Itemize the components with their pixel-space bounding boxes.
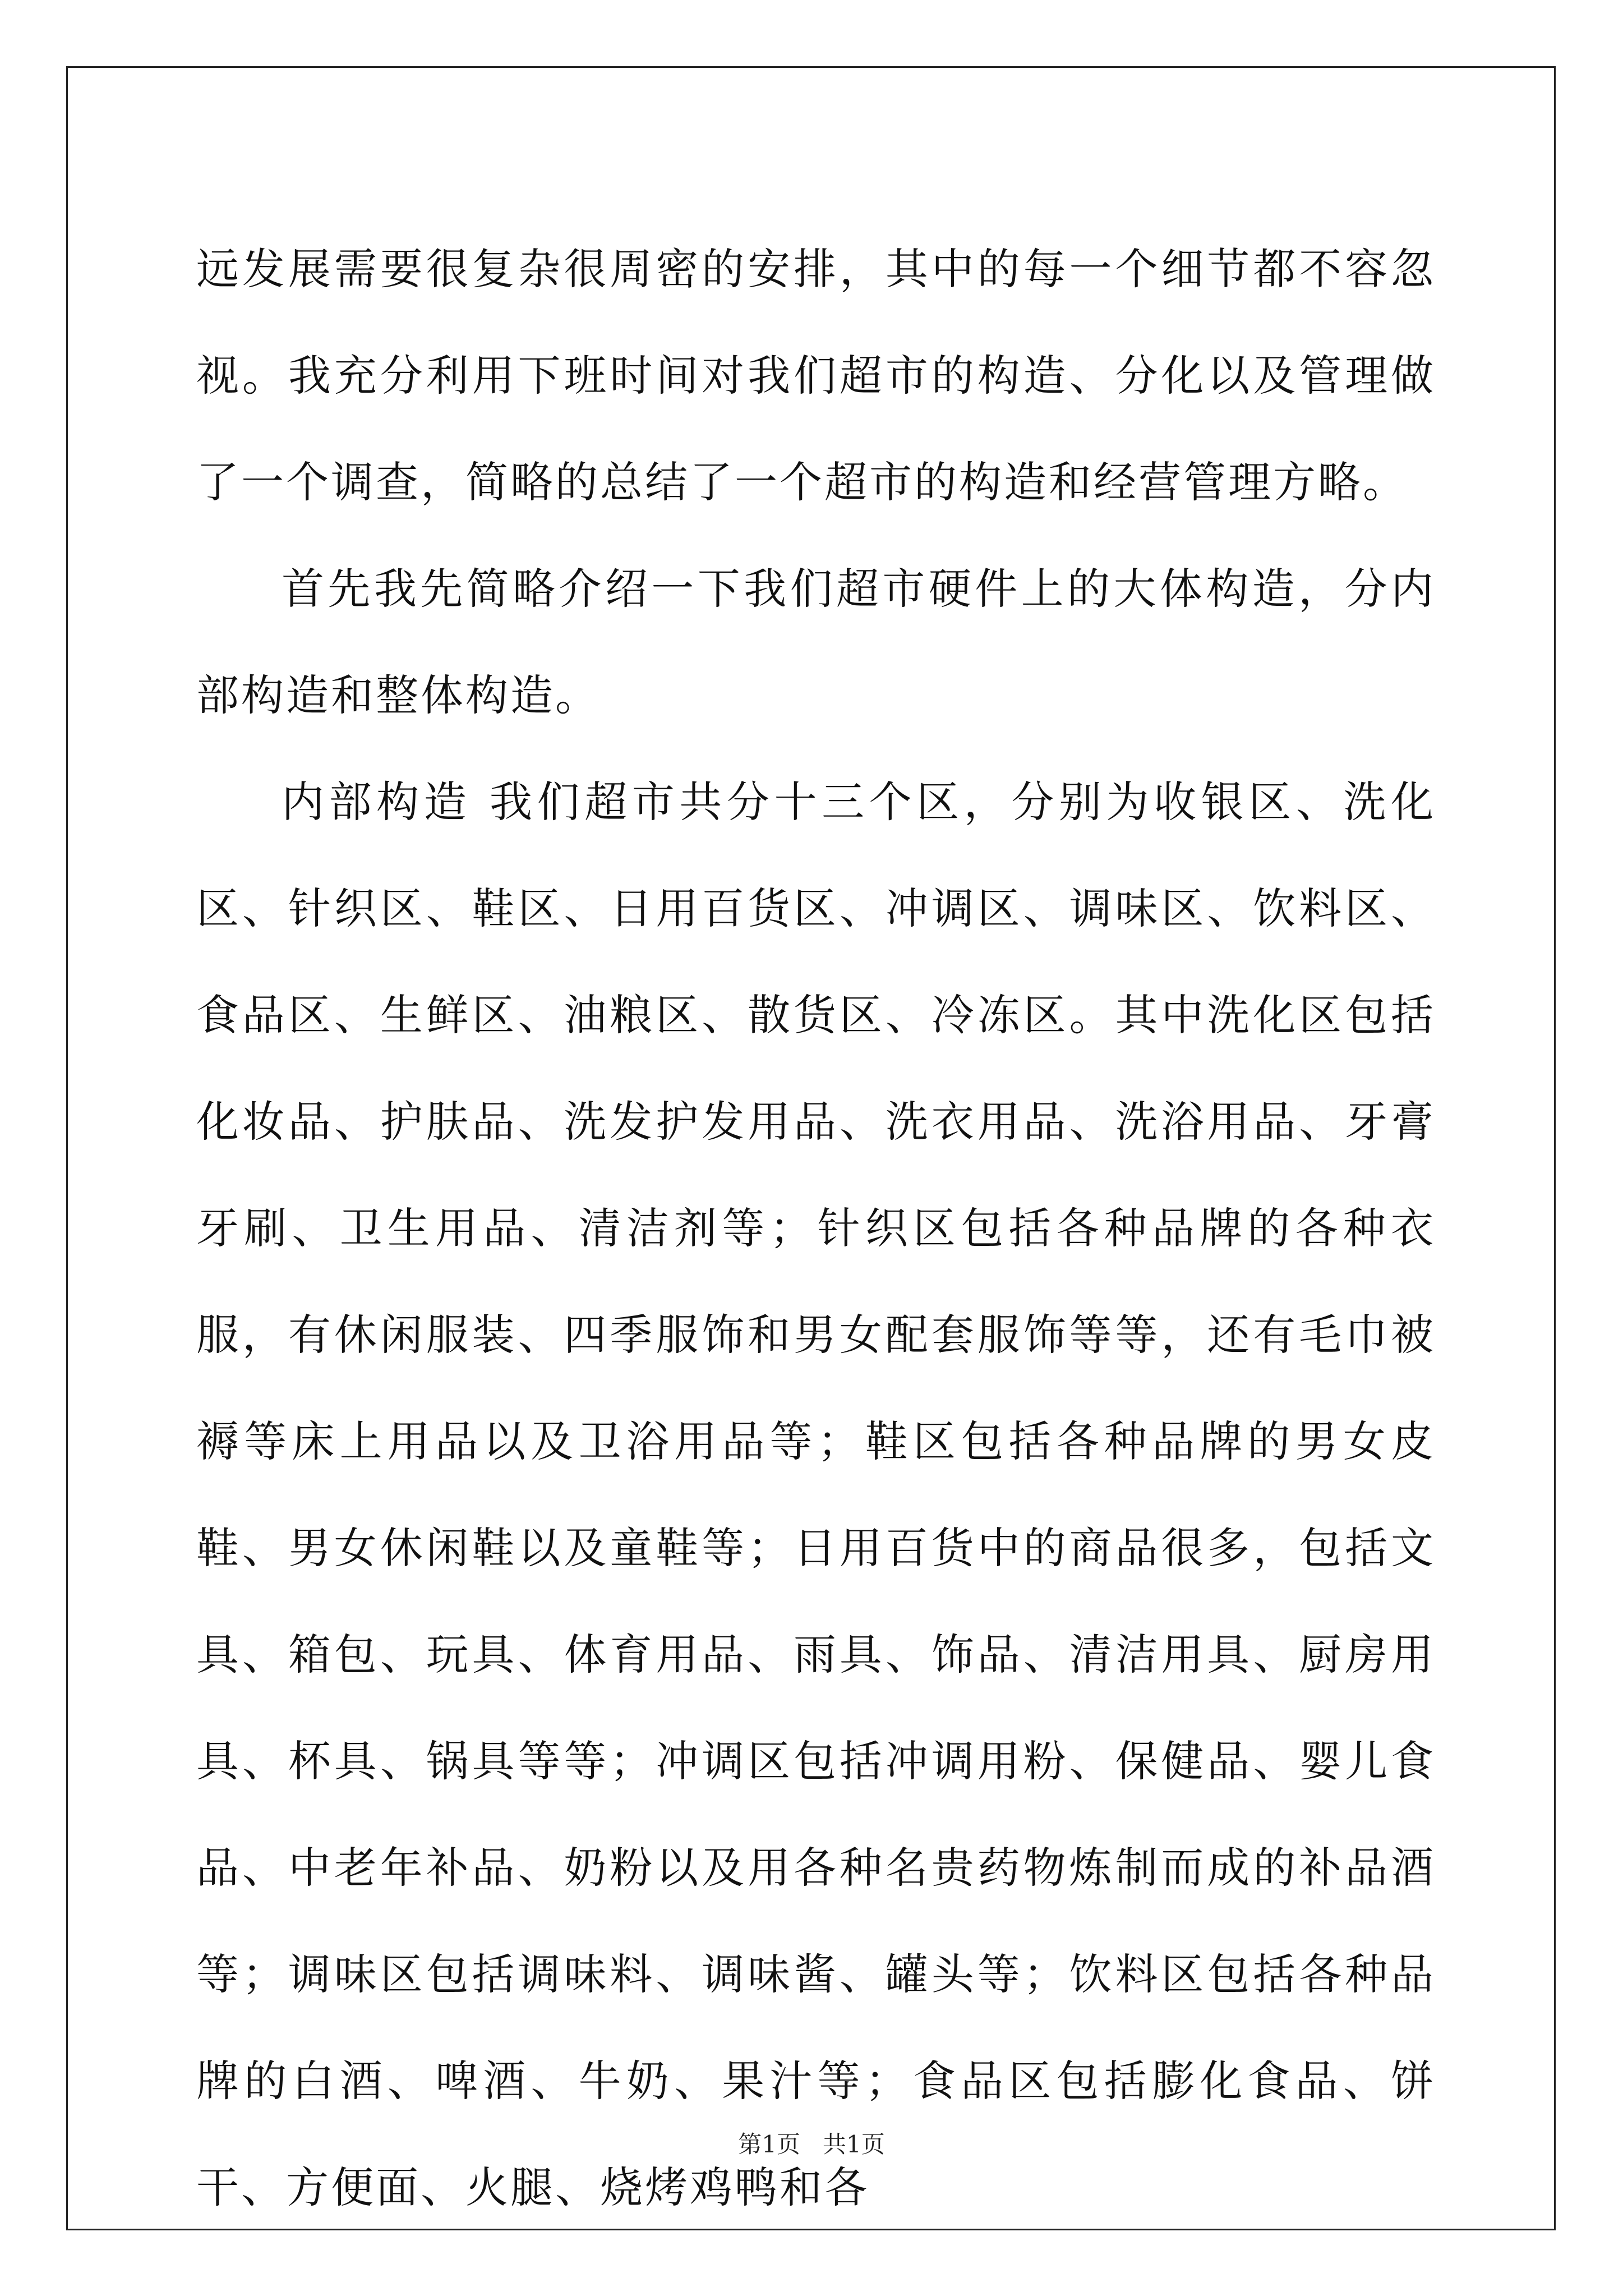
paragraph-1: 远发展需要很复杂很周密的安排，其中的每一个细节都不容忽视。我充分利用下班时间对我们超市的构造、分化以及管理做了一个调查，简略的总结了一个超市的构造和经营管理方略。	[196, 244, 1436, 507]
page-footer: 第1页 共1页	[738, 2131, 885, 2158]
document-body	[196, 216, 1436, 2241]
paragraph-2: 首先我先简略介绍一下我们超市硬件上的大体构造，分内部构造和整体构造。	[196, 564, 1436, 720]
paragraph-3: 内部构造 我们超市共分十三个区，分别为收银区、洗化区、针织区、鞋区、日用百货区、冲调区、调味区、饮料区、食品区、生鲜区、油粮区、散货区、冷冻区。其中洗化区包括化妆品、护肤品、洗发护发用品、洗衣用品、洗浴用品、牙膏牙刷、卫生用品、清洁剂等；针织区包括各种品牌的各种衣服，有休闲服装、四季服饰和男女配套服饰等等，还有毛巾被褥等床上用品以及卫浴用品等；鞋区包括各种品牌的男女皮鞋、男女休闲鞋以及童鞋等；日用百货中的商品很多，包括文具、箱包、玩具、体育用品、雨具、饰品、清洁用具、厨房用具、杯具、锅具等等；冲调区包括冲调用粉、保健品、婴儿食品、中老年补品、奶粉以及用各种名贵药物炼制而成的补品酒等；调味区包括调味料、调味酱、罐头等；饮料区包括各种品牌的白酒、啤酒、牛奶、果汁等；食品区包括膨化食品、饼干、方便面、火腿、烧烤鸡鸭和各	[196, 777, 1436, 2212]
